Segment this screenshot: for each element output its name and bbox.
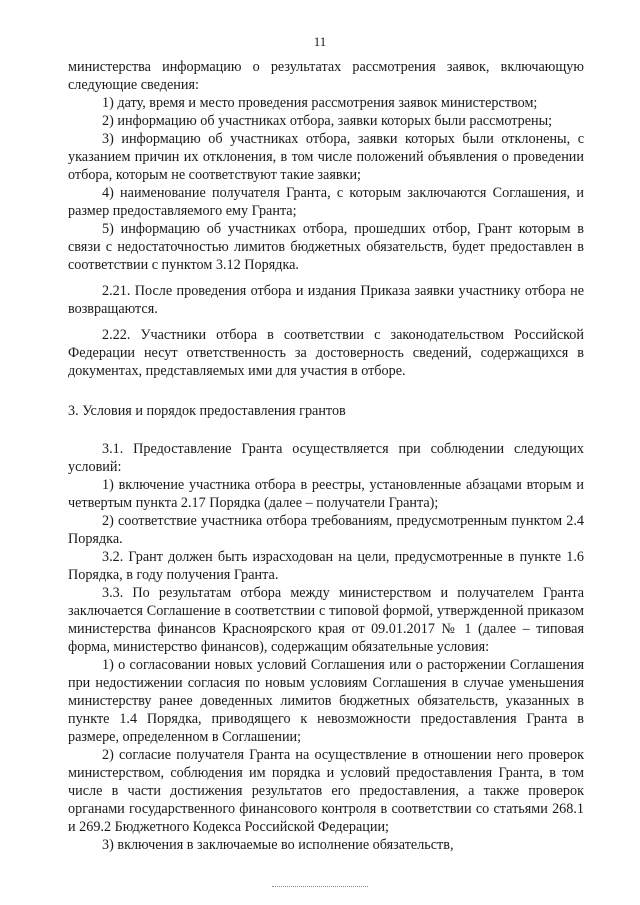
document-body — [68, 58, 584, 854]
paragraphs-top — [68, 58, 584, 380]
paragraph-term-2: 2) согласие получателя Гранта на осуществление в отношении него проверок министерством, соблюдения им порядка и условий предоставления Гранта, в том числе в части достижения результатов его предоставления, а также проверок органами государственного финансового контроля в соответствии со статьями 268.1 и 269.2 Бюджетного Кодекса Российской Федерации; — [68, 747, 584, 835]
paragraph-cond-1: 1) включение участника отбора в реестры, установленные абзацами вторым и четвертым пункта 2.17 Порядка (далее – получатели Гранта); — [68, 477, 584, 511]
paragraph-clause-3-1: 3.1. Предоставление Гранта осуществляется при соблюдении следующих условий: — [68, 441, 584, 475]
paragraph-intro: министерства информацию о результатах рассмотрения заявок, включающую следующие сведения: — [68, 59, 584, 93]
paragraph-term-3: 3) включения в заключаемые во исполнение обязательств, — [102, 837, 454, 853]
paragraph-cond-2: 2) соответствие участника отбора требованиям, предусмотренным пунктом 2.4 Порядка. — [68, 513, 584, 547]
paragraph-item-3: 3) информацию об участниках отбора, заявки которых были отклонены, с указанием причин их отклонения, в том числе положений объявления о проведении отбора, которым не соответствуют такие заявки; — [68, 131, 584, 183]
paragraph-clause-2-22: 2.22. Участники отбора в соответствии с законодательством Российской Федерации несут ответственность за достоверность сведений, содержащихся в документах, представляемых ими для участия в отборе. — [68, 327, 584, 379]
paragraph-item-1: 1) дату, время и место проведения рассмотрения заявок министерством; — [102, 95, 538, 111]
paragraph-clause-3-2: 3.2. Грант должен быть израсходован на цели, предусмотренные в пункте 1.6 Порядка, в году получения Гранта. — [68, 549, 584, 583]
paragraph-item-4: 4) наименование получателя Гранта, с которым заключаются Соглашения, и размер предоставляемого ему Гранта; — [68, 185, 584, 219]
paragraph-term-1: 1) о согласовании новых условий Соглашения или о расторжении Соглашения при недостижении согласия по новым условиям Соглашения в случае уменьшения министерству ранее доведенных лимитов бюджетных обязательств, указанных в пункте 1.4 Порядка, приводящего к невозможности предоставления Гранта в размере, определенном в Соглашении; — [68, 657, 584, 745]
paragraph-item-2: 2) информацию об участниках отбора, заявки которых были рассмотрены; — [102, 113, 553, 129]
paragraphs-bottom — [68, 440, 584, 854]
paragraph-clause-3-3: 3.3. По результатам отбора между министерством и получателем Гранта заключается Соглашение в соответствии с типовой формой, утвержденной приказом министерства финансов Красноярского края от 09.01.2017 № 1 (далее – типовая форма, министерство финансов), содержащим обязательные условия: — [68, 585, 584, 655]
paragraph-clause-2-21: 2.21. После проведения отбора и издания Приказа заявки участнику отбора не возвращаются. — [68, 283, 584, 317]
footer-divider — [272, 886, 368, 887]
section-heading: 3. Условия и порядок предоставления грантов — [68, 403, 346, 419]
page-number: 11 — [313, 34, 327, 49]
paragraph-item-5: 5) информацию об участниках отбора, прошедших отбор, Грант которым в связи с недостаточностью лимитов бюджетных обязательств, будет предоставлен в соответствии с пунктом 3.12 Порядка. — [68, 221, 584, 273]
